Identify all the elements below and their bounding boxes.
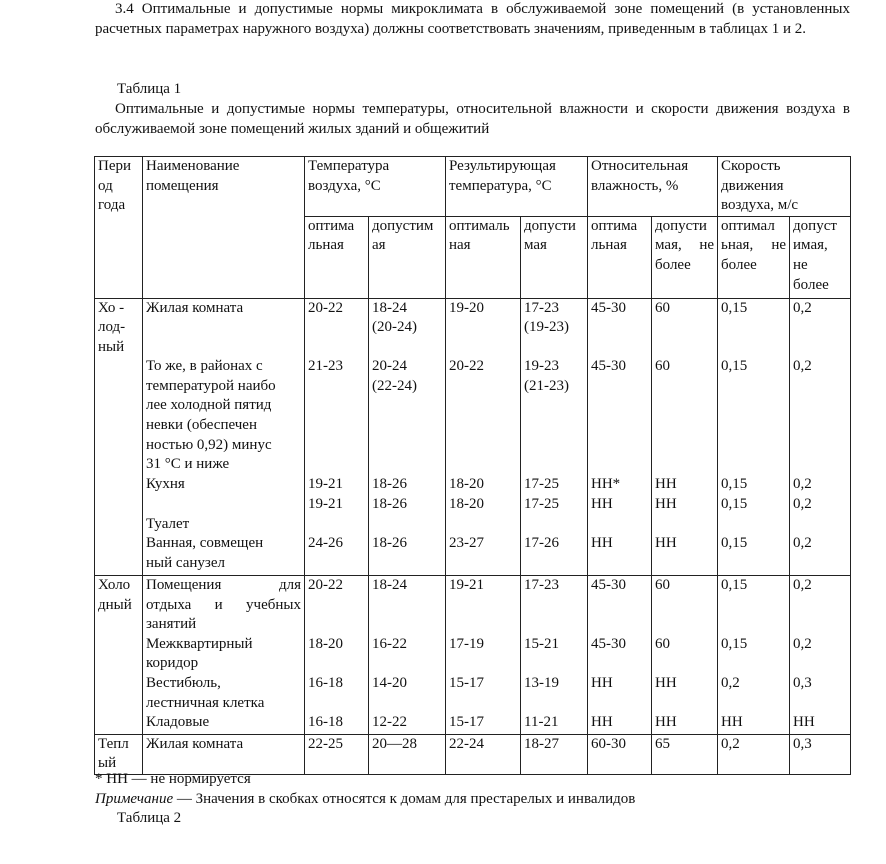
- header-result-temp-optimal: оптималь ная: [446, 216, 521, 298]
- value-cell: 18-26: [369, 534, 446, 575]
- table-row: [95, 674, 851, 713]
- room-cell: Помещения для отдыха и учебных занятий: [143, 575, 305, 634]
- value-cell: 20—28: [369, 734, 446, 774]
- value-cell: 45-30: [588, 298, 652, 357]
- value-cell: 14-20: [369, 674, 446, 713]
- value-cell: 0,3: [790, 734, 851, 774]
- value-cell: 17-25: [521, 495, 588, 515]
- value-cell: НН: [652, 495, 718, 515]
- value-cell: НН: [652, 713, 718, 734]
- value-cell: 13-19: [521, 674, 588, 713]
- value-cell: 0,2: [718, 674, 790, 713]
- header-humidity-admissible: допусти мая, не более: [652, 216, 718, 298]
- value-cell: 60: [652, 357, 718, 475]
- room-cell: Кладовые: [143, 713, 305, 734]
- value-cell: 0,15: [718, 357, 790, 475]
- value-cell: НН: [652, 475, 718, 495]
- value-cell: 0,2: [790, 495, 851, 515]
- value-cell: НН: [652, 674, 718, 713]
- value-cell: 18-20: [446, 475, 521, 495]
- header-resulting-temperature: Результирующая температура, °С: [446, 157, 588, 217]
- value-cell: 16-18: [305, 713, 369, 734]
- value-cell: 0,15: [718, 575, 790, 634]
- value-cell: 19-21: [305, 475, 369, 495]
- table-row: [95, 635, 851, 674]
- header-humidity-optimal: оптима льная: [588, 216, 652, 298]
- value-cell: 17-23 (19-23): [521, 298, 588, 357]
- header-air-speed: Скорость движения воздуха, м/с: [718, 157, 851, 217]
- table-title: Оптимальные и допустимые нормы температуры, относительной влажности и скорости движения воздуха в обслуживаемой зоне помещений жилых зданий и общежитий: [95, 101, 850, 137]
- value-cell: 0,15: [718, 298, 790, 357]
- value-cell: 60: [652, 575, 718, 634]
- period-cell-warm: Тепл ый: [95, 734, 143, 774]
- value-cell: 65: [652, 734, 718, 774]
- room-cell: Межквартирный коридор: [143, 635, 305, 674]
- value-cell: 17-23: [521, 575, 588, 634]
- value-cell: 20-24 (22-24): [369, 357, 446, 475]
- value-cell: 19-21: [305, 495, 369, 515]
- value-cell: 60: [652, 635, 718, 674]
- room-cell: Вестибюль, лестничная клетка: [143, 674, 305, 713]
- table-caption: Таблица 1: [117, 81, 182, 97]
- value-cell: 20-22: [446, 357, 521, 475]
- value-cell: 60-30: [588, 734, 652, 774]
- value-cell: 60: [652, 298, 718, 357]
- value-cell: 17-25: [521, 475, 588, 495]
- value-cell: НН*: [588, 475, 652, 495]
- value-cell: 0,2: [718, 734, 790, 774]
- value-cell: 0,2: [790, 575, 851, 634]
- table-row: [95, 734, 851, 774]
- value-cell: 18-24 (20-24): [369, 298, 446, 357]
- value-cell: 16-18: [305, 674, 369, 713]
- table-row: [95, 357, 851, 475]
- room-cell: Кухня: [143, 475, 305, 495]
- value-cell: 0,2: [790, 475, 851, 495]
- value-cell: 23-27: [446, 534, 521, 575]
- value-cell: 17-26: [521, 534, 588, 575]
- value-cell: 0,15: [718, 495, 790, 515]
- table-notes: [95, 770, 875, 829]
- table-row: [95, 575, 851, 634]
- value-cell: 19-21: [446, 575, 521, 634]
- value-cell: 21-23: [305, 357, 369, 475]
- value-cell: 0,15: [718, 475, 790, 495]
- value-cell: 18-27: [521, 734, 588, 774]
- value-cell: 0,3: [790, 674, 851, 713]
- value-cell: 45-30: [588, 357, 652, 475]
- norms-table: [94, 156, 851, 775]
- value-cell: 20-22: [305, 298, 369, 357]
- value-cell: НН: [588, 495, 652, 515]
- value-cell: 16-22: [369, 635, 446, 674]
- value-cell: 17-19: [446, 635, 521, 674]
- room-cell: Жилая комната: [143, 298, 305, 357]
- header-speed-admissible: допуст имая, не более: [790, 216, 851, 298]
- note-text: — Значения в скобках относятся к домам для престарелых и инвалидов: [173, 790, 636, 807]
- value-cell: 19-23 (21-23): [521, 357, 588, 475]
- value-cell: 19-20: [446, 298, 521, 357]
- period-cell-transitional: Холо дный: [95, 575, 143, 734]
- header-relative-humidity: Относительная влажность, %: [588, 157, 718, 217]
- value-cell: 18-26: [369, 475, 446, 495]
- value-cell: 24-26: [305, 534, 369, 575]
- header-row: [95, 157, 851, 217]
- value-cell: НН: [588, 674, 652, 713]
- header-speed-optimal: оптимал ьная, не более: [718, 216, 790, 298]
- value-cell: 15-21: [521, 635, 588, 674]
- value-cell: 0,2: [790, 298, 851, 357]
- table-row: [95, 495, 851, 515]
- room-cell: То же, в районах с температурой наибо лее холодной пятид невки (обеспечен ностью 0,92) минус 31 °С и ниже: [143, 357, 305, 475]
- value-cell: 18-20: [446, 495, 521, 515]
- value-cell: 15-17: [446, 713, 521, 734]
- value-cell: 15-17: [446, 674, 521, 713]
- value-cell: 18-20: [305, 635, 369, 674]
- header-room: Наименование помещения: [143, 157, 305, 299]
- footnote: * НН — не нормируется: [95, 771, 251, 787]
- value-cell: НН: [718, 713, 790, 734]
- value-cell: 45-30: [588, 575, 652, 634]
- header-period: Пери од года: [95, 157, 143, 299]
- header-air-temp-optimal: оптима льная: [305, 216, 369, 298]
- table-row: [95, 298, 851, 357]
- value-cell: 20-22: [305, 575, 369, 634]
- value-cell: 22-25: [305, 734, 369, 774]
- value-cell: НН: [790, 713, 851, 734]
- value-cell: 0,2: [790, 534, 851, 575]
- note: [95, 790, 875, 810]
- value-cell: 0,15: [718, 635, 790, 674]
- table-row: [95, 475, 851, 495]
- value-cell: 0,15: [718, 534, 790, 575]
- value-cell: НН: [588, 713, 652, 734]
- value-cell: 45-30: [588, 635, 652, 674]
- table-row: [95, 534, 851, 575]
- room-cell: Ванная, совмещен ный санузел: [143, 534, 305, 575]
- value-cell: 12-22: [369, 713, 446, 734]
- room-cell: Жилая комната: [143, 734, 305, 774]
- value-cell: 0,2: [790, 357, 851, 475]
- next-table-caption: Таблица 2: [117, 810, 182, 827]
- header-air-temp-admissible: допустим ая: [369, 216, 446, 298]
- value-cell: 18-26: [369, 495, 446, 515]
- header-result-temp-admissible: допусти мая: [521, 216, 588, 298]
- room-cell: Туалет: [143, 515, 305, 535]
- intro-paragraph: 3.4 Оптимальные и допустимые нормы микроклимата в обслуживаемой зоне помещений (в установленных расчетных параметрах наружного воздуха) должны соответствовать значениям, приведенным в таблицах 1 и 2.: [95, 1, 850, 37]
- value-cell: 11-21: [521, 713, 588, 734]
- value-cell: НН: [588, 534, 652, 575]
- value-cell: 18-24: [369, 575, 446, 634]
- table-row: [95, 713, 851, 734]
- room-cell: [143, 495, 305, 515]
- value-cell: 22-24: [446, 734, 521, 774]
- value-cell: НН: [652, 534, 718, 575]
- value-cell: 0,2: [790, 635, 851, 674]
- table-row: [95, 515, 851, 535]
- header-air-temperature: Температура воздуха, °С: [305, 157, 446, 217]
- period-cell-cold: Хо - лод- ный: [95, 298, 143, 575]
- note-label: Примечание: [95, 790, 174, 807]
